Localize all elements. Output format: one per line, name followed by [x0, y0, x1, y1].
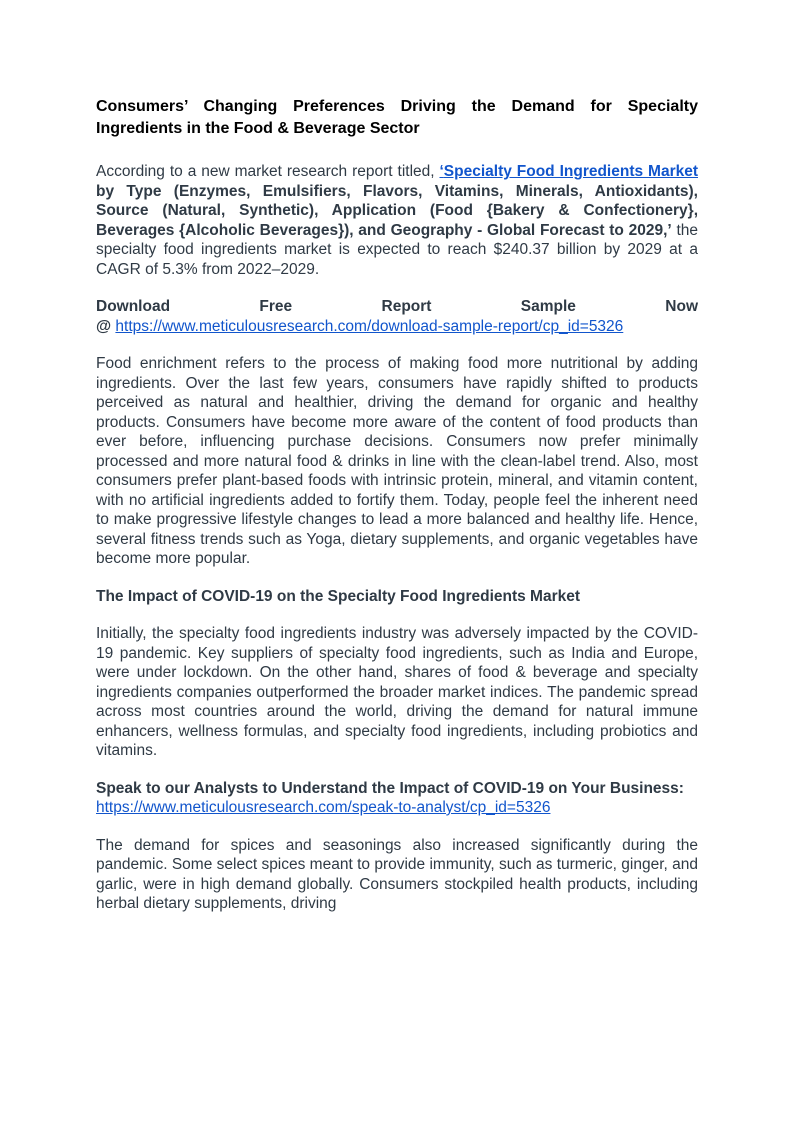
speak-to-analyst-link[interactable]: https://www.meticulousresearch.com/speak-to-analyst/cp_id=5326: [96, 799, 551, 816]
spices-paragraph: The demand for spices and seasonings also increased significantly during the pandemic. Some select spices meant to provide immunity, such as turmeric, ginger, and garlic, were in high demand globally. Consumers stockpiled health products, including herbal dietary supplements, driving: [96, 836, 698, 912]
download-heading-row: [96, 297, 698, 317]
analyst-label: Speak to our Analysts to Understand the Impact of COVID-19 on Your Business:: [96, 779, 684, 797]
document-page: [96, 96, 698, 914]
enrichment-paragraph: Food enrichment refers to the process of making food more nutritional by adding ingredients. Over the last few years, consumers have rapidly shifted to products perceived as natural and healthier, driving the demand for organic and healthy products. Consumers have become more aware of the content of food products than ever before, influencing purchase decisions. Consumers now prefer minimally processed and more natural food & drinks in line with the clean-label trend. Also, most consumers prefer plant-based foods with intrinsic protein, mineral, and vitamin content, with no artificial ingredients added to fortify them. Today, people feel the inherent need to make progressive lifestyle changes to lead a more balanced and healthy life. Hence, several fitness trends such as Yoga, dietary supplements, and organic vegetables have become more popular.: [96, 355, 698, 567]
download-word: Now: [665, 298, 698, 315]
quote-open-mark[interactable]: ‘: [439, 163, 444, 180]
download-at-sign: @: [96, 317, 116, 335]
download-word: Download: [96, 298, 171, 315]
page-title: Consumers’ Changing Preferences Driving the Demand for Specialty Ingredients in the Food & Beverage Sector: [96, 98, 698, 137]
download-link-line: [96, 317, 698, 337]
covid-heading: The Impact of COVID-19 on the Specialty Food Ingredients Market: [96, 587, 581, 605]
report-title-rest: by Type (Enzymes, Emulsifiers, Flavors, Vitamins, Minerals, Antioxidants), Source (Natural, Synthetic), Application (Food {Bakery & Confectionery}, Beverages {Alcoholic Beverages}), and Geography - Global Forecast to 2029,’: [96, 182, 698, 239]
download-word: Free: [259, 298, 293, 315]
report-title-link[interactable]: Specialty Food Ingredients Market: [443, 163, 698, 180]
intro-tail: the specialty food ingredients market is expected to reach $240.37 billion by 2029 at a CAGR of 5.3% from 2022–2029.: [96, 221, 699, 278]
download-word: Sample: [520, 298, 576, 315]
covid-paragraph: Initially, the specialty food ingredients industry was adversely impacted by the COVID-19 pandemic. Key suppliers of specialty food ingredients, such as India and Europe, were under lockdown. On the other hand, shares of food & beverage and specialty ingredients companies outperformed the broader market indices. The pandemic spread across most countries around the world, driving the demand for natural immune enhancers, wellness formulas, and specialty food ingredients, including probiotics and vitamins.: [96, 625, 698, 759]
download-sample-link[interactable]: https://www.meticulousresearch.com/download-sample-report/cp_id=5326: [115, 317, 624, 335]
analyst-block: [96, 779, 698, 818]
download-sample-block: [96, 297, 698, 336]
intro-lead: According to a new market research report titled,: [96, 163, 440, 180]
download-word: Report: [381, 298, 432, 315]
intro-paragraph: [96, 162, 698, 279]
